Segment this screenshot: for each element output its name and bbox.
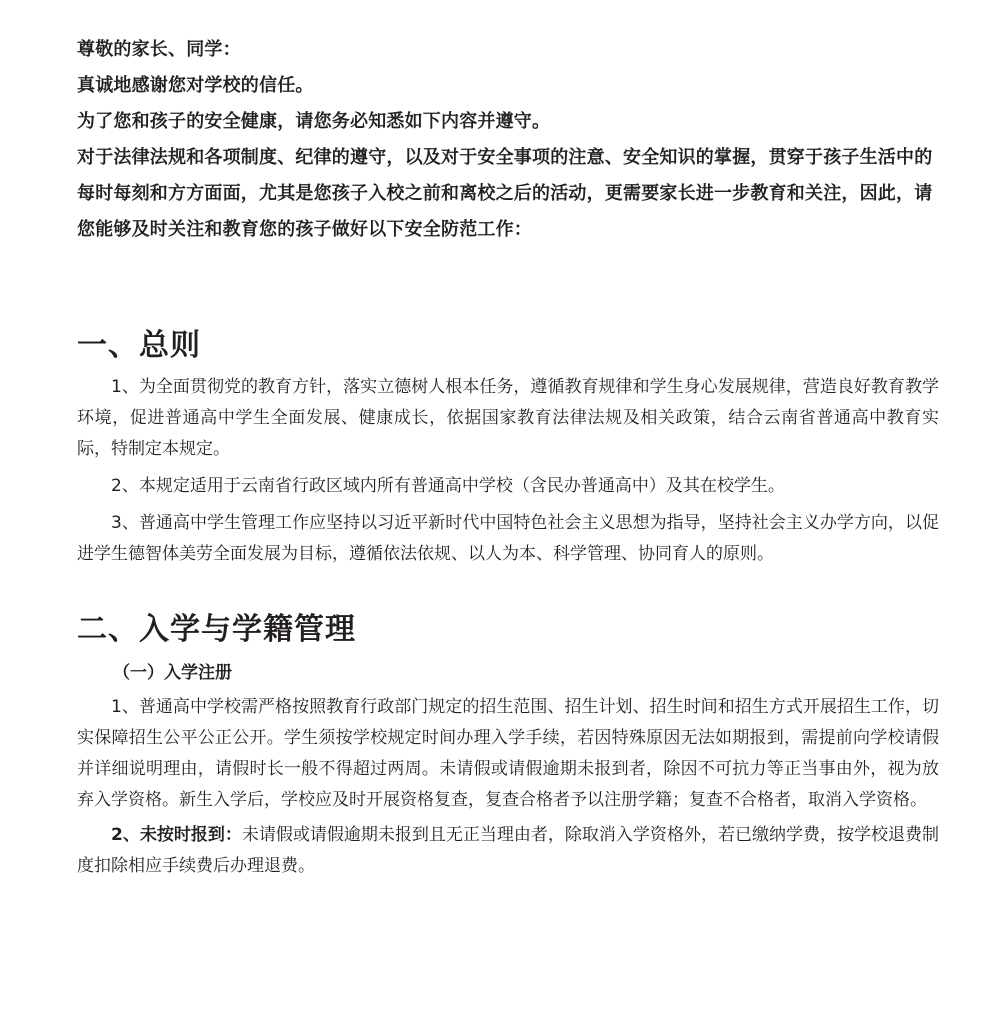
section-enrollment-body xyxy=(77,692,939,882)
general-paragraph-3: 3、普通高中学生管理工作应坚持以习近平新时代中国特色社会主义思想为指导，坚持社会主义办学方向，以促进学生德智体美劳全面发展为目标，遵循依法依规、以人为本、科学管理、协同育人的原则。 xyxy=(77,513,939,564)
section-enrollment xyxy=(77,608,939,882)
intro-letter xyxy=(77,32,939,248)
general-paragraph-2: 2、本规定适用于云南省行政区域内所有普通高中学校（含民办普通高中）及其在校学生。 xyxy=(111,476,785,496)
enrollment-subheading: （一）入学注册 xyxy=(113,663,232,683)
enrollment-paragraph-2-lead: 2、未按时报到： xyxy=(111,825,242,845)
enrollment-paragraph-2 xyxy=(77,820,939,882)
intro-paragraph: 对于法律法规和各项制度、纪律的遵守，以及对于安全事项的注意、安全知识的掌握，贯穿于孩子生活中的每时每刻和方方面面，尤其是您孩子入校之前和离校之后的活动，更需要家长进一步教育和关注，因此，请您能够及时关注和教育您的孩子做好以下安全防范工作： xyxy=(77,147,933,240)
section-general xyxy=(77,324,939,570)
intro-greeting: 尊敬的家长、同学： xyxy=(77,39,241,60)
general-paragraph-1: 1、为全面贯彻党的教育方针，落实立德树人根本任务，遵循教育规律和学生身心发展规律，营造良好教育教学环境，促进普通高中学生全面发展、健康成长，依据国家教育法律法规及相关政策，结合云南省普通高中教育实际，特制定本规定。 xyxy=(77,377,939,459)
section-general-body xyxy=(77,372,939,570)
enrollment-paragraph-2-text: 未请假或请假逾期未报到且无正当理由者，除取消入学资格外，若已缴纳学费，按学校退费制度扣除相应手续费后办理退费。 xyxy=(77,825,939,876)
intro-thanks: 真诚地感谢您对学校的信任。 xyxy=(77,75,314,96)
section-general-title: 一、总则 xyxy=(77,328,201,363)
document-page xyxy=(77,32,939,882)
enrollment-paragraph-1: 1、普通高中学校需严格按照教育行政部门规定的招生范围、招生计划、招生时间和招生方式开展招生工作，切实保障招生公平公正公开。学生须按学校规定时间办理入学手续，若因特殊原因无法如期报到，需提前向学校请假并详细说明理由，请假时长一般不得超过两周。未请假或请假逾期未报到者，除因不可抗力等正当事由外，视为放弃入学资格。新生入学后，学校应及时开展资格复查，复查合格者予以注册学籍；复查不合格者，取消入学资格。 xyxy=(77,697,939,810)
intro-notice: 为了您和孩子的安全健康，请您务必知悉如下内容并遵守。 xyxy=(77,111,551,132)
section-enrollment-title: 二、入学与学籍管理 xyxy=(77,612,356,647)
